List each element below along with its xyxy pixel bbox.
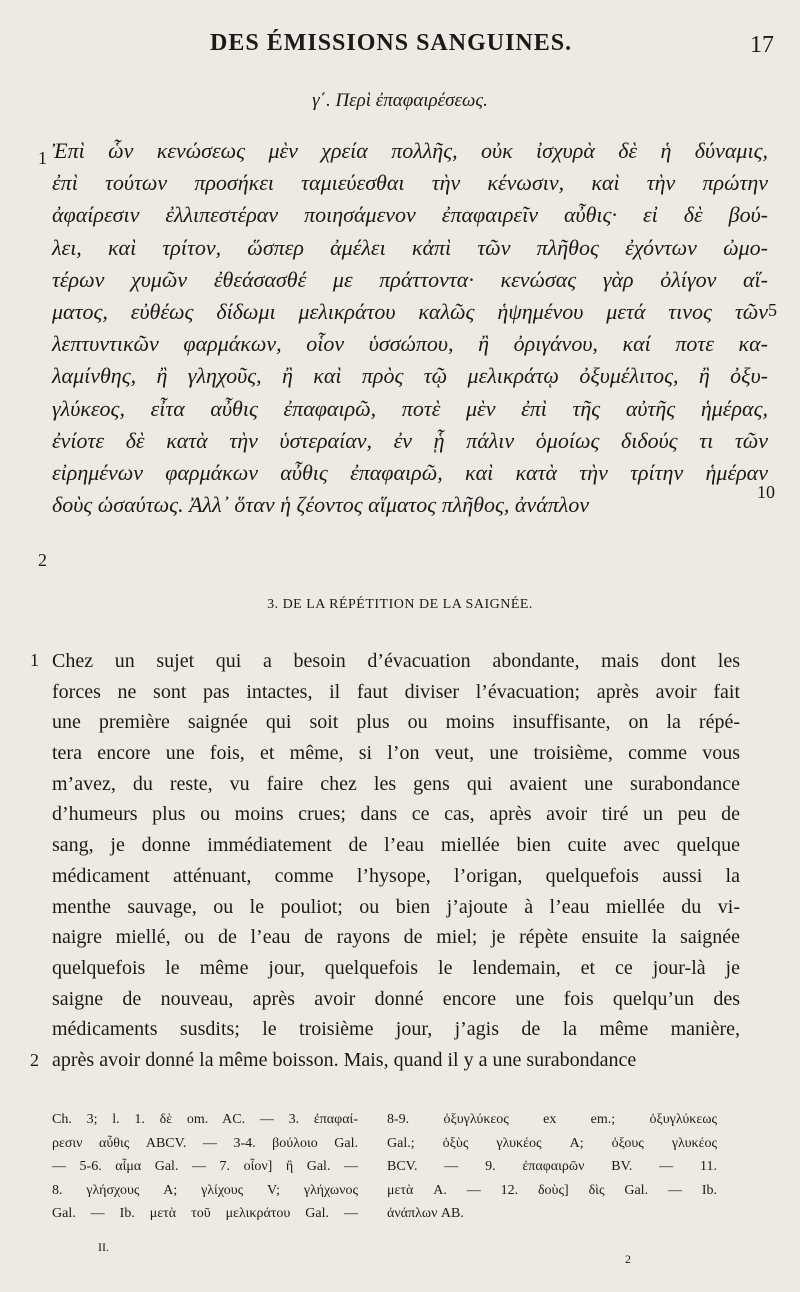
- french-line: menthe sauvage, ou le pouliot; ou bien j’ajoute à l’eau miellée du vi-: [52, 895, 740, 918]
- greek-line: εἰρημένων φαρμάκων αὖθις ἐπαφαιρῶ, καὶ κατὰ τὴν τρίτην ἡμέραν: [52, 459, 768, 485]
- french-line: une première saignée qui soit plus ou moins insuffisante, on la répé-: [52, 711, 740, 734]
- french-line: Chez un sujet qui a besoin d’évacuation abondante, mais dont les: [52, 650, 740, 672]
- greek-line: ματος, εὐθέως δίδωμι μελικράτου καλῶς ἡψημένου μετά τινος τῶν: [52, 298, 768, 324]
- french-line: d’humeurs plus ou moins crues; dans ce cas, après avoir tiré un peu de: [52, 803, 740, 826]
- greek-line: λεπτυντικῶν φαρμάκων, οἷον ὑσσώπου, ἢ ὀριγάνου, καί ποτε κα-: [52, 331, 768, 357]
- greek-line: λαμίνθης, ἢ γληχοῦς, ἢ καὶ πρὸς τῷ μελικράτῳ ὀξυμέλιτος, ἢ ὀξυ-: [52, 363, 768, 389]
- french-text-block: [52, 646, 740, 1076]
- header-title: DES ÉMISSIONS SANGUINES.: [210, 30, 573, 56]
- french-line: forces ne sont pas intactes, il faut diviser l’évacuation; après avoir fait: [52, 680, 740, 703]
- apparatus-line: ρεσιν αὖθις ABCV. — 3-4. βούλοιο Gal.: [52, 1135, 358, 1151]
- french-line: saigne de nouveau, après avoir donné encore une fois quelqu’un des: [52, 987, 740, 1010]
- french-paragraph-number: 2: [30, 1050, 39, 1070]
- greek-line: τέρων χυμῶν ἐθεάσασθέ με πράττοντα· κενώσας γὰρ ὀλίγον αἵ-: [52, 266, 768, 292]
- greek-line-number: 10: [757, 482, 775, 502]
- greek-paragraph-number: 1: [38, 148, 47, 168]
- french-line: naigre miellé, ou de l’eau de rayons de miel; je répète ensuite la saignée: [52, 926, 740, 949]
- french-paragraph-number: 1: [30, 650, 39, 670]
- french-line: après avoir donné la même boisson. Mais, quand il y a une surabondance: [52, 1048, 637, 1071]
- french-line: m’avez, du reste, vu faire chez les gens qui avaient une surabondance: [52, 772, 740, 795]
- french-section-heading: 3. DE LA RÉPÉTITION DE LA SAIGNÉE.: [267, 597, 533, 612]
- greek-line: ἀφαίρεσιν ἐλλιπεστέραν ποιησάμενον ἐπαφαιρεῖν αὖθις· εἰ δὲ βού-: [52, 202, 768, 228]
- french-line: médicament atténuant, comme l’hysope, l’origan, quelquefois aussi la: [52, 864, 740, 887]
- apparatus-line: — 5-6. αἷμα Gal. — 7. οἷον] ἢ Gal. —: [52, 1159, 358, 1174]
- apparatus-line: Gal. — Ib. μετὰ τοῦ μελικράτου Gal. —: [52, 1206, 358, 1221]
- gathering-number: 2: [625, 1252, 631, 1266]
- apparatus-line: Ch. 3; l. 1. δὲ om. AC. — 3. ἐπαφαί-: [52, 1112, 358, 1127]
- greek-line: ἐνίοτε δὲ κατὰ τὴν ὑστεραίαν, ἐν ᾗ πάλιν ὁμοίως διδούς τι τῶν: [52, 427, 768, 453]
- apparatus-line: 8-9. ὀξυγλύκεος ex em.; ὀξυγλύκεως: [387, 1112, 717, 1127]
- greek-line: ἐπὶ τούτων προσήκει ταμιεύεσθαι τὴν κένωσιν, καὶ τὴν πρώτην: [52, 170, 768, 196]
- page-number: 17: [750, 32, 774, 58]
- french-line: quelquefois le même jour, quelquefois le lendemain, et ce jour-là je: [52, 956, 740, 979]
- apparatus-line: 8. γλήσχους A; γλίχους V; γλήχωνος: [52, 1182, 358, 1198]
- greek-text-block: [52, 135, 768, 521]
- greek-line: λει, καὶ τρίτον, ὥσπερ ἀμέλει κἀπὶ τῶν πλῆθος ἐχόντων ὠμο-: [52, 234, 768, 260]
- signature-mark: II.: [98, 1240, 109, 1254]
- french-line: sang, je donne immédiatement de l’eau miellée bien cuite avec quelque: [52, 834, 740, 857]
- greek-line-number: 5: [768, 300, 777, 320]
- greek-line: δοὺς ὡσαύτως. Ἀλλ᾽ ὅταν ἡ ζέοντος αἵματος πλῆθος, ἀνάπλον: [52, 492, 590, 518]
- apparatus-line: μετὰ A. — 12. δοὺς] δὶς Gal. — Ib.: [387, 1182, 717, 1198]
- apparatus-right-column: [387, 1108, 717, 1226]
- apparatus-left-column: [52, 1108, 358, 1226]
- running-header: [0, 30, 800, 60]
- apparatus-line: BCV. — 9. ἐπαφαιρῶν BV. — 11.: [387, 1159, 717, 1174]
- greek-paragraph-number: 2: [38, 550, 47, 570]
- greek-section-heading: γ΄. Περὶ ἐπαφαιρέσεως.: [312, 90, 488, 111]
- french-line: médicaments susdits; le troisième jour, j’agis de la même manière,: [52, 1018, 740, 1041]
- french-line: tera encore une fois, et même, si l’on veut, une troisième, comme vous: [52, 742, 740, 765]
- apparatus-line: Gal.; ὀξὺς γλυκέος A; ὀξους γλυκέος: [387, 1135, 717, 1151]
- apparatus-line: ἀνάπλων AB.: [387, 1206, 464, 1221]
- greek-line: Ἐπὶ ὧν κενώσεως μὲν χρεία πολλῆς, οὐκ ἰσχυρὰ δὲ ἡ δύναμις,: [52, 138, 768, 163]
- greek-line: γλύκεος, εἶτα αὖθις ἐπαφαιρῶ, ποτὲ μὲν ἐπὶ τῆς αὐτῆς ἡμέρας,: [52, 395, 768, 421]
